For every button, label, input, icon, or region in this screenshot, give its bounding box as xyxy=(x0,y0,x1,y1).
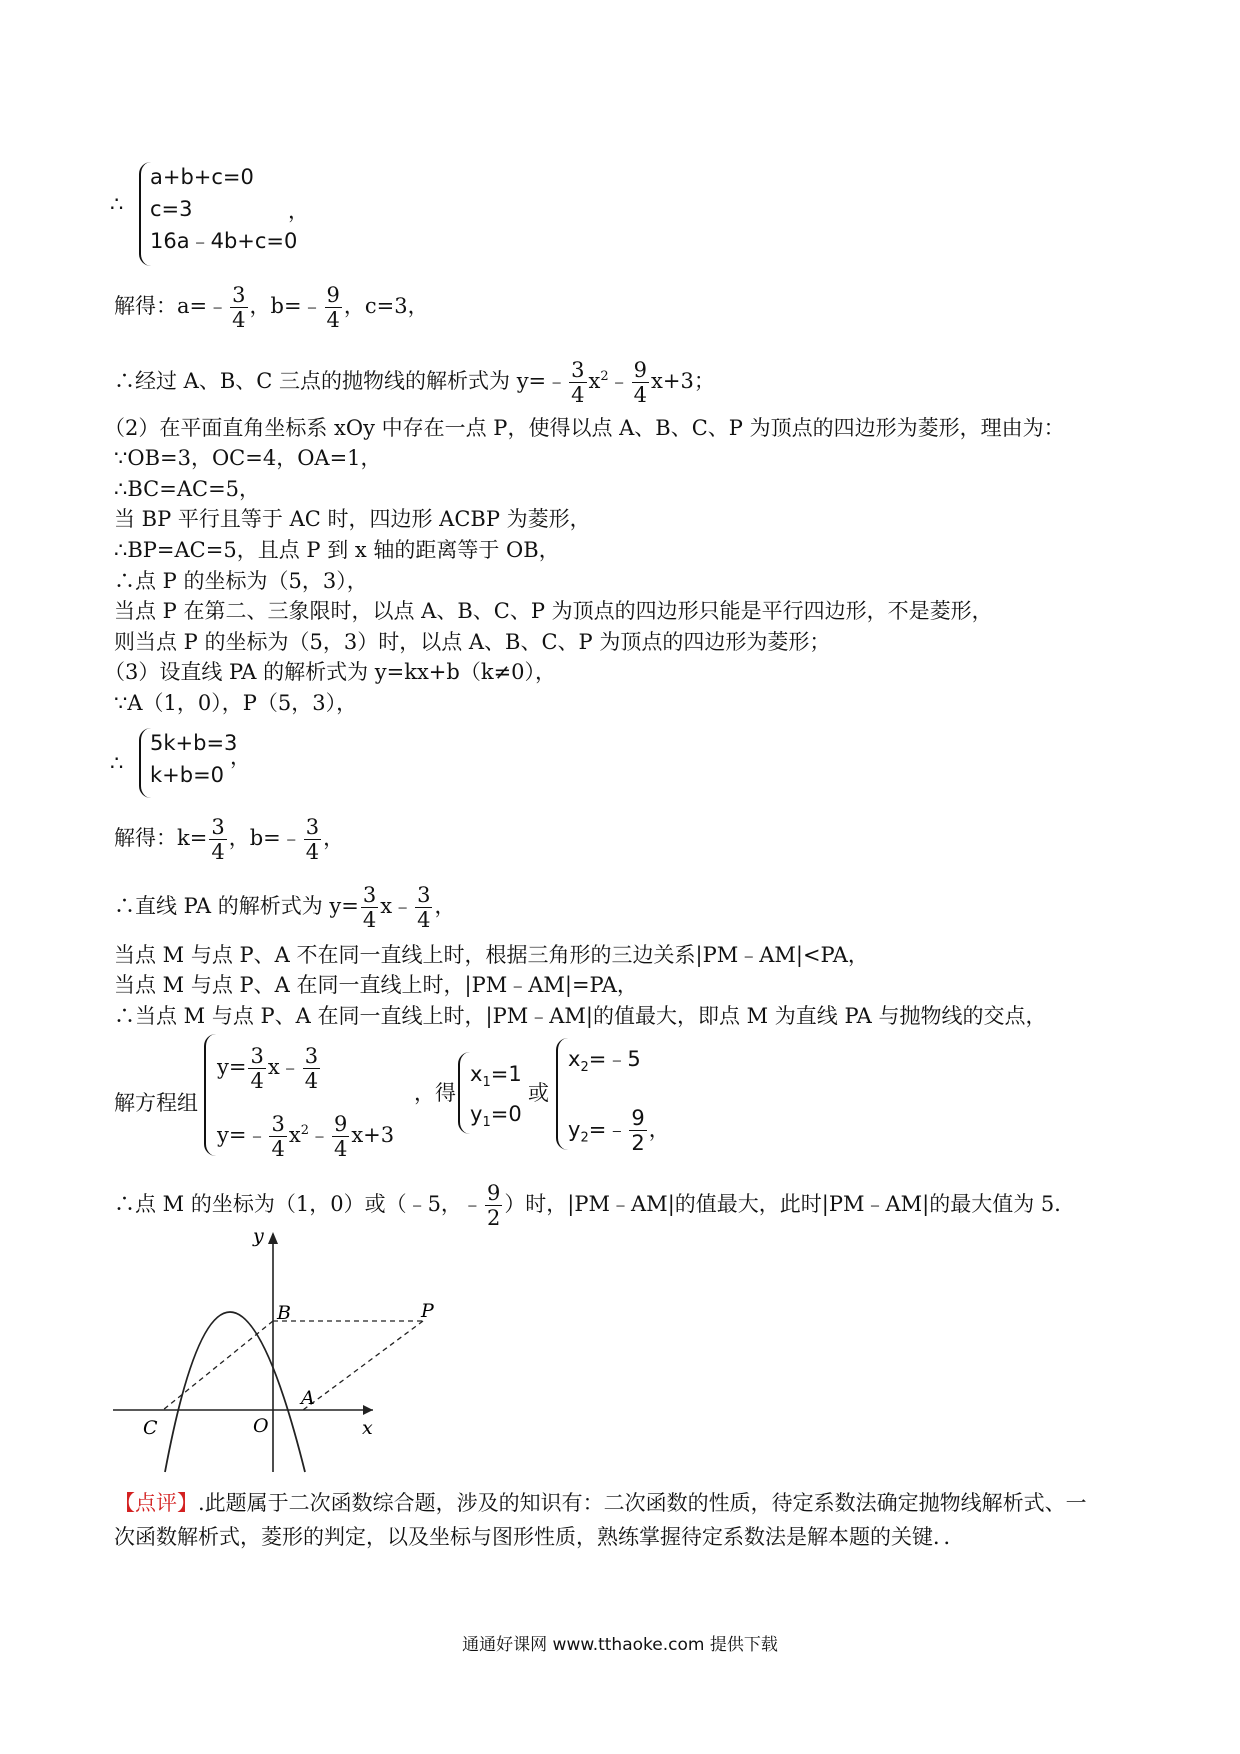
brace xyxy=(204,1034,216,1156)
dashed-bc xyxy=(163,1321,273,1410)
text-line: 当点 M 与点 P、A 在同一直线上时，|PM﹣AM|=PA， xyxy=(114,973,638,997)
therefore-symbol: ∴ xyxy=(110,192,124,216)
conclusion-line: ∴点 M 的坐标为（1，0）或（﹣5，﹣ $\frac{9}{2}$ ）时，|PM﹣AM|的值最大，此时|PM﹣AM|的最大值为 5． xyxy=(114,1181,1076,1230)
comma: ， xyxy=(230,745,251,769)
fraction: $\frac{3}{4}$ xyxy=(232,283,246,332)
comment-line-1: 【点评】.此题属于二次函数综合题，涉及的知识有：二次函数的性质，待定系数法确定抛物线解析式、一 xyxy=(114,1491,1087,1515)
text-line: ∴当点 M 与点 P、A 在同一直线上时，|PM﹣AM|的值最大，即点 M 为直线 PA 与抛物线的交点， xyxy=(114,1004,1047,1028)
point-c-label: C xyxy=(143,1417,158,1439)
system-row-2: y=﹣ $\frac{3}{4}$ $x^2﹣$ $\frac{9}{4}$ x+3 xyxy=(217,1112,395,1161)
therefore-symbol: ∴ xyxy=(110,751,124,775)
x-label: x xyxy=(362,1417,373,1439)
brace xyxy=(556,1038,568,1150)
dashed-pa xyxy=(303,1321,423,1410)
y-axis-arrow xyxy=(268,1232,278,1244)
or-label: 或 xyxy=(528,1081,549,1105)
comment-tag: 【点评】 xyxy=(114,1491,198,1515)
solve-system-label: 解方程组 xyxy=(114,1091,198,1115)
get-label: ，得 xyxy=(414,1081,456,1105)
fraction: $\frac{3}{4}$ xyxy=(305,815,320,864)
x-axis-arrow xyxy=(363,1405,373,1415)
text-line: ∵OB=3，OC=4，OA=1， xyxy=(114,446,382,470)
line-pa-expression: ∴直线 PA 的解析式为 y= $\frac{3}{4}$ x﹣ $\frac{3}{4}$ ， xyxy=(114,883,456,932)
equation-system-1 xyxy=(150,161,297,257)
equation-row: 16a﹣4b+c=0 xyxy=(150,229,298,253)
brace xyxy=(458,1052,470,1134)
text-line: ∴点 P 的坐标为（5，3）， xyxy=(114,569,368,593)
text-line: 当 BP 平行且等于 AC 时，四边形 ACBP 为菱形， xyxy=(114,507,591,531)
parabola-graph xyxy=(105,1222,455,1482)
point-b-label: B xyxy=(277,1302,291,1324)
equation-row: a+b+c=0 xyxy=(150,165,254,189)
solution-set-2-y: $y_2=﹣$ $\frac{9}{2}$ ， xyxy=(568,1106,670,1155)
text-line: ∴BC=AC=5， xyxy=(114,477,261,501)
fraction: $\frac{3}{4}$ xyxy=(211,815,225,864)
origin-label: O xyxy=(253,1415,269,1437)
text-line: （3）设直线 PA 的解析式为 y=kx+b（k≠0）， xyxy=(104,660,557,684)
fraction: $\frac{3}{4}$ xyxy=(417,883,431,932)
point-a-label: A xyxy=(301,1387,315,1409)
comma: ， xyxy=(288,199,309,223)
text: 解得：a=﹣ xyxy=(114,294,229,318)
fraction: $\frac{9}{4}$ xyxy=(633,358,648,407)
text-line: 则当点 P 的坐标为（5，3）时，以点 A、B、C、P 为顶点的四边形为菱形； xyxy=(114,630,831,654)
y-label: y xyxy=(253,1225,264,1247)
text-line: ∵A（1，0），P（5，3）， xyxy=(114,691,358,715)
solution-set-1: $x_1=1$ $y_1=0$ xyxy=(470,1062,522,1131)
fraction: $\frac{9}{4}$ xyxy=(326,283,340,332)
comment-line-2: 次函数解析式，菱形的判定，以及坐标与图形性质，熟练掌握待定系数法是解本题的关键．． xyxy=(114,1525,965,1549)
solution-line-2: 解得：k= $\frac{3}{4}$ ，b=﹣ $\frac{3}{4}$ ， xyxy=(114,815,345,864)
equation-row: 5k+b=3 xyxy=(150,731,238,755)
footer: 通通好课网 www.tthaoke.com 提供下载 xyxy=(462,1635,778,1655)
system-row-1: y= $\frac{3}{4}$ x﹣ $\frac{3}{4}$ xyxy=(217,1044,319,1093)
text-line: ∴BP=AC=5，且点 P 到 x 轴的距离等于 OB， xyxy=(114,538,560,562)
text-line: 当点 P 在第二、三象限时，以点 A、B、C、P 为顶点的四边形只能是平行四边形，不是菱形， xyxy=(114,599,993,623)
equation-row: c=3 xyxy=(150,197,193,221)
parabola-expression: ∴经过 A、B、C 三点的抛物线的解析式为 y=﹣ $\frac{3}{4}$ $x^2﹣$ $\frac{9}{4}$ x+3； xyxy=(114,358,715,407)
text-line: （2）在平面直角坐标系 xOy 中存在一点 P，使得以点 A、B、C、P 为顶点的四边形为菱形，理由为： xyxy=(104,416,1065,440)
text-line: 当点 M 与点 P、A 不在同一直线上时，根据三角形的三边关系|PM﹣AM|<PA， xyxy=(114,943,869,967)
equation-row: k+b=0 xyxy=(150,763,225,787)
fraction: $\frac{3}{4}$ xyxy=(362,883,377,932)
fraction: $\frac{3}{4}$ xyxy=(571,358,585,407)
solution-set-2-x: $x_2=﹣5$ xyxy=(568,1047,641,1076)
point-p-label: P xyxy=(421,1300,434,1322)
equation-system-2 xyxy=(150,727,237,791)
solution-line-1: 解得：a=﹣ $\frac{3}{4}$ ，b=﹣ $\frac{9}{4}$ ，c=3， xyxy=(114,283,429,332)
